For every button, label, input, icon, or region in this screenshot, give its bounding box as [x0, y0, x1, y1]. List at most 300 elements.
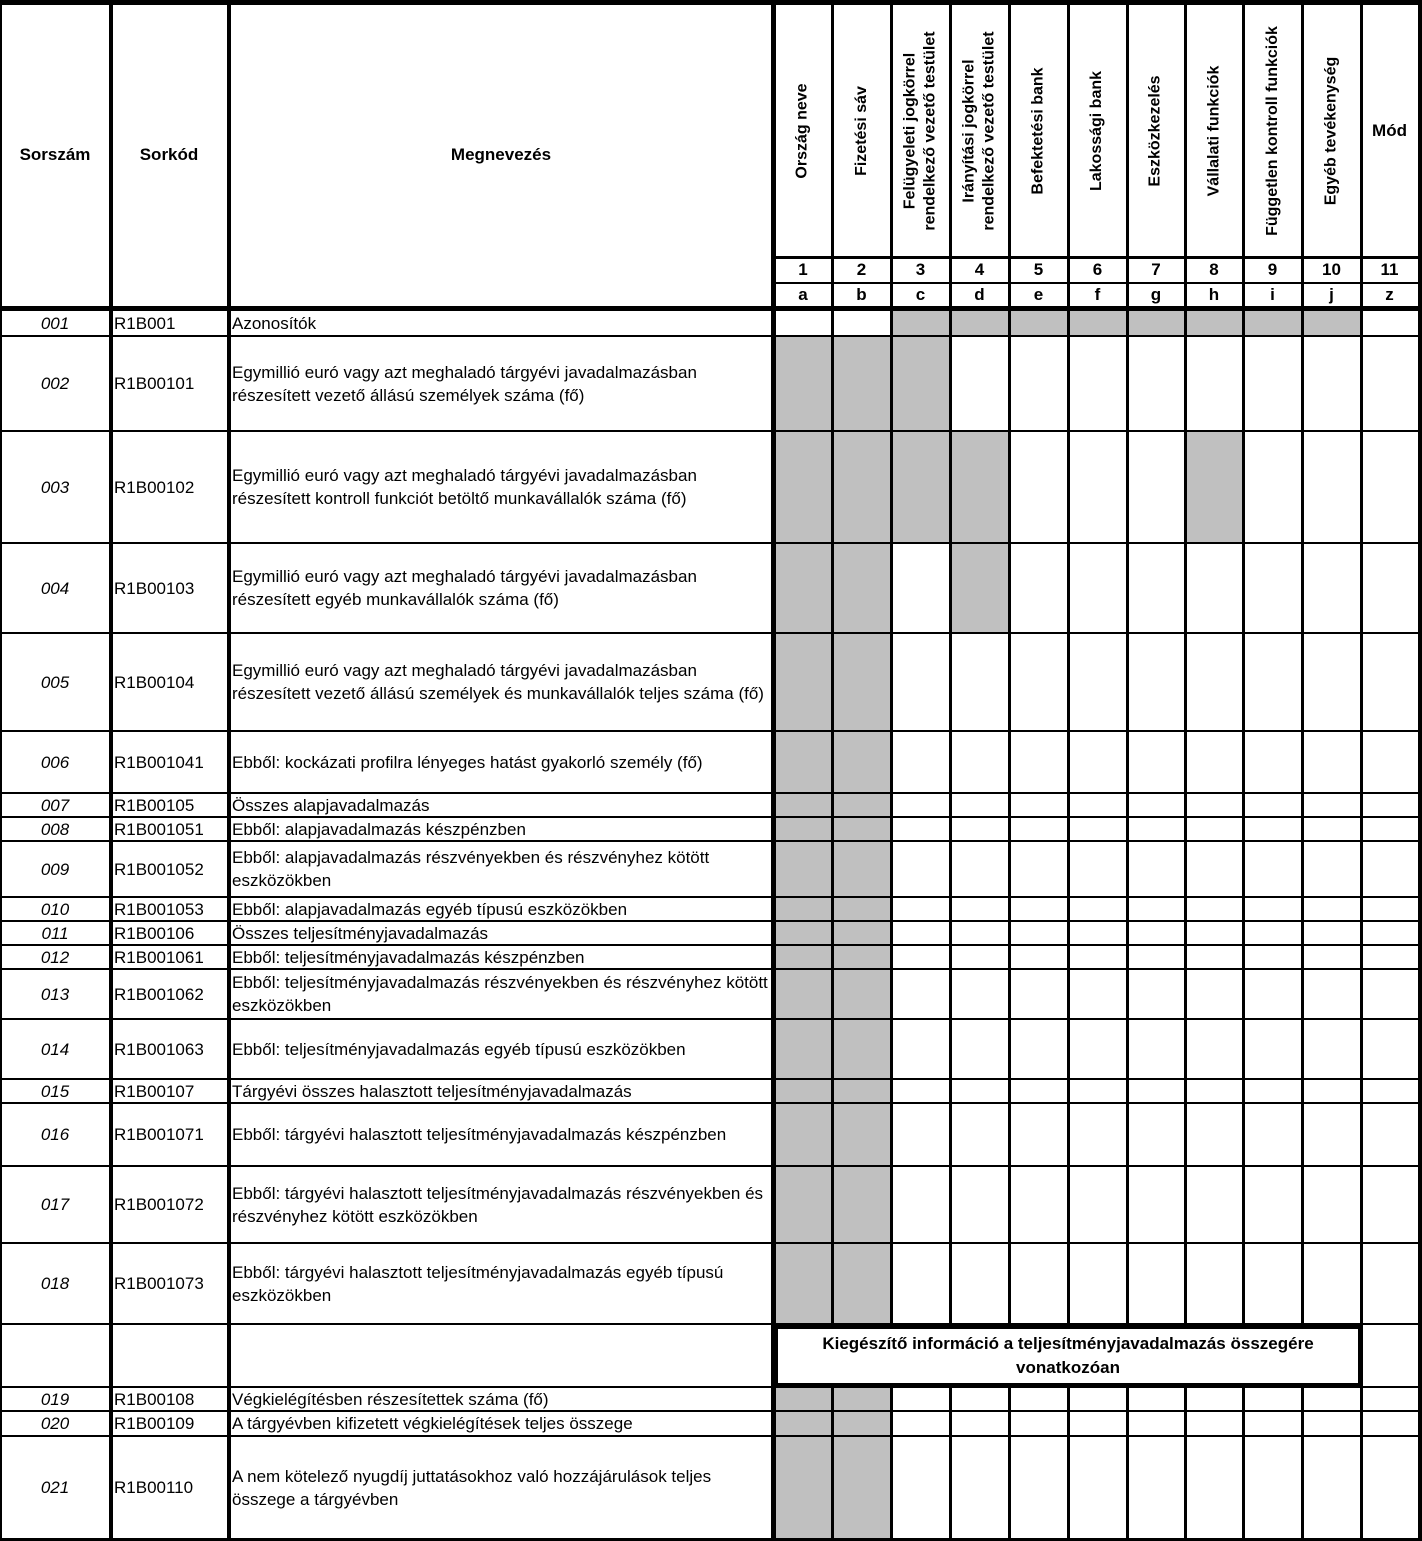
row-code: R1B00110: [114, 1478, 194, 1497]
shaded-cell: [832, 1243, 891, 1324]
input-cell[interactable]: [1127, 969, 1185, 1019]
header-col-5-label: [1009, 4, 1068, 257]
shaded-cell: [774, 897, 832, 921]
row-description: Összes alapjavadalmazás: [232, 795, 430, 815]
input-cell[interactable]: [1127, 731, 1185, 793]
input-cell[interactable]: [1068, 633, 1127, 731]
header-col-6-letter: f: [1094, 284, 1101, 304]
shaded-cell: [1009, 311, 1068, 336]
shaded-cell: [891, 336, 950, 431]
header-col-11-number: 11: [1380, 260, 1399, 279]
input-cell[interactable]: [1185, 969, 1243, 1019]
input-cell[interactable]: [891, 633, 950, 731]
input-cell[interactable]: [1009, 1243, 1068, 1324]
row-divider: [0, 840, 1422, 842]
row-code: R1B00101: [114, 374, 195, 393]
input-cell[interactable]: [891, 897, 950, 921]
col-divider: [1184, 0, 1187, 1541]
input-cell[interactable]: [1068, 1079, 1127, 1103]
input-cell[interactable]: [1127, 1019, 1185, 1079]
header-col-6-label: [1068, 4, 1127, 257]
col-divider: [1360, 0, 1363, 1541]
input-cell[interactable]: [1243, 543, 1302, 633]
row-code: R1B001072: [114, 1195, 204, 1214]
row-code: R1B001051: [114, 819, 204, 839]
input-cell[interactable]: [891, 543, 950, 633]
input-cell[interactable]: [1009, 921, 1068, 945]
input-cell[interactable]: [1302, 817, 1361, 841]
input-cell[interactable]: [891, 1166, 950, 1243]
input-cell[interactable]: [1243, 1079, 1302, 1103]
col-divider: [949, 0, 952, 1541]
right-border: [1418, 0, 1422, 1541]
shaded-cell: [1185, 431, 1243, 543]
shaded-cell: [774, 1411, 832, 1436]
shaded-cell: [774, 969, 832, 1019]
row-divider: [0, 1242, 1422, 1244]
input-cell[interactable]: [1361, 945, 1418, 969]
shaded-cell: [832, 1103, 891, 1166]
input-cell[interactable]: [1243, 1243, 1302, 1324]
row-code: R1B001062: [114, 984, 204, 1004]
row-description: Ebből: kockázati profilra lényeges hatást gyakorló személy (fő): [232, 752, 703, 772]
input-cell[interactable]: [1361, 1079, 1418, 1103]
table-top-border: [0, 0, 1422, 5]
input-cell[interactable]: [950, 945, 1009, 969]
input-cell[interactable]: [1361, 431, 1418, 543]
row-number: [0, 1324, 110, 1387]
input-cell[interactable]: [1361, 1166, 1418, 1243]
input-cell[interactable]: [1127, 1103, 1185, 1166]
input-cell[interactable]: [1068, 921, 1127, 945]
header-col-2-letter: b: [856, 284, 867, 304]
col-divider: [109, 0, 113, 1541]
shaded-cell: [774, 1079, 832, 1103]
input-cell[interactable]: [1302, 945, 1361, 969]
input-cell[interactable]: [950, 793, 1009, 817]
header-col-label-text: Felügyeleti jogkörrel rendelkező vezető testület: [901, 30, 939, 231]
input-cell[interactable]: [1127, 841, 1185, 897]
row-description: A tárgyévben kifizetett végkielégítések teljes összege: [232, 1414, 633, 1433]
input-cell[interactable]: [1068, 1387, 1127, 1411]
row-description: Végkielégítésben részesítettek száma (fő): [232, 1389, 549, 1409]
input-cell[interactable]: [1361, 1103, 1418, 1166]
header-number-line: [774, 256, 1422, 259]
input-cell[interactable]: [1302, 897, 1361, 921]
row-code: R1B001063: [114, 1039, 204, 1059]
input-cell[interactable]: [891, 731, 950, 793]
row-code: R1B00102: [114, 477, 195, 497]
input-cell[interactable]: [1302, 1103, 1361, 1166]
header-col-10-number: 10: [1322, 260, 1341, 279]
input-cell[interactable]: [950, 1103, 1009, 1166]
row-code: R1B00104: [114, 672, 195, 692]
input-cell[interactable]: [891, 969, 950, 1019]
input-cell[interactable]: [1361, 311, 1418, 336]
input-cell[interactable]: [1127, 1436, 1185, 1539]
input-cell[interactable]: [1185, 897, 1243, 921]
shaded-cell: [832, 897, 891, 921]
input-cell[interactable]: [1302, 1243, 1361, 1324]
row-description: Egymillió euró vagy azt meghaladó tárgyévi javadalmazásban részesített vezető állású személyek száma (fő): [232, 362, 697, 405]
input-cell[interactable]: [950, 969, 1009, 1019]
input-cell[interactable]: [1243, 945, 1302, 969]
row-code: R1B00107: [114, 1081, 195, 1101]
input-cell[interactable]: [1127, 633, 1185, 731]
header-col-10-label: [1302, 4, 1361, 257]
shaded-cell: [774, 817, 832, 841]
row-number: 018: [40, 1274, 70, 1293]
input-cell[interactable]: [950, 1079, 1009, 1103]
input-cell[interactable]: [1009, 1079, 1068, 1103]
input-cell[interactable]: [1068, 969, 1127, 1019]
input-cell[interactable]: [891, 1243, 950, 1324]
input-cell[interactable]: [1302, 969, 1361, 1019]
shaded-cell: [832, 1019, 891, 1079]
input-cell[interactable]: [1009, 336, 1068, 431]
input-cell[interactable]: [1361, 1387, 1418, 1411]
input-cell[interactable]: [950, 1411, 1009, 1436]
row-description: Ebből: tárgyévi halasztott teljesítményjavadalmazás készpénzben: [232, 1125, 727, 1144]
row-description: Ebből: alapjavadalmazás készpénzben: [232, 819, 526, 839]
input-cell[interactable]: [1068, 731, 1127, 793]
input-cell[interactable]: [1009, 1411, 1068, 1436]
input-cell[interactable]: [1185, 1387, 1243, 1411]
row-description: Ebből: tárgyévi halasztott teljesítményjavadalmazás egyéb típusú eszközökben: [232, 1262, 724, 1305]
row-description: Összes teljesítményjavadalmazás: [232, 923, 489, 943]
row-number: 013: [40, 984, 70, 1004]
row-description: Azonosítók: [232, 314, 317, 333]
shaded-cell: [832, 793, 891, 817]
input-cell[interactable]: [1302, 731, 1361, 793]
row-number: 007: [40, 795, 70, 815]
input-cell[interactable]: [1361, 969, 1418, 1019]
shaded-cell: [950, 431, 1009, 543]
input-cell[interactable]: [950, 817, 1009, 841]
input-cell[interactable]: [1068, 841, 1127, 897]
input-cell[interactable]: [891, 921, 950, 945]
input-cell[interactable]: [1302, 431, 1361, 543]
input-cell[interactable]: [1127, 431, 1185, 543]
input-cell[interactable]: [1068, 431, 1127, 543]
shaded-cell: [832, 921, 891, 945]
input-cell[interactable]: [1127, 1411, 1185, 1436]
input-cell[interactable]: [1185, 945, 1243, 969]
input-cell[interactable]: [1185, 731, 1243, 793]
input-cell[interactable]: [1068, 793, 1127, 817]
input-cell[interactable]: [891, 793, 950, 817]
input-cell[interactable]: [1243, 841, 1302, 897]
input-cell[interactable]: [1302, 1411, 1361, 1436]
input-cell[interactable]: [1243, 921, 1302, 945]
input-cell[interactable]: [1243, 1166, 1302, 1243]
input-cell[interactable]: [1302, 1436, 1361, 1539]
header-col-8-number: 8: [1209, 260, 1219, 279]
row-number: 008: [40, 819, 70, 839]
input-cell[interactable]: [1185, 1411, 1243, 1436]
row-description: Tárgyévi összes halasztott teljesítményjavadalmazás: [232, 1081, 632, 1101]
left-border: [0, 0, 2, 1541]
row-description: Egymillió euró vagy azt meghaladó tárgyévi javadalmazásban részesített vezető állású személyek és munkavállalók teljes száma (fő): [232, 661, 764, 703]
header-col-8-letter: h: [1208, 284, 1220, 304]
input-cell[interactable]: [1243, 793, 1302, 817]
shaded-cell: [774, 921, 832, 945]
input-cell[interactable]: [1302, 1387, 1361, 1411]
input-cell[interactable]: [891, 1387, 950, 1411]
input-cell[interactable]: [891, 1079, 950, 1103]
input-cell[interactable]: [1127, 1079, 1185, 1103]
input-cell[interactable]: [1361, 921, 1418, 945]
input-cell[interactable]: [1009, 1436, 1068, 1539]
shaded-cell: [774, 1243, 832, 1324]
input-cell[interactable]: [1243, 336, 1302, 431]
input-cell[interactable]: [1185, 1436, 1243, 1539]
input-cell[interactable]: [950, 633, 1009, 731]
input-cell[interactable]: [1185, 817, 1243, 841]
input-cell[interactable]: [1068, 336, 1127, 431]
input-cell[interactable]: [891, 945, 950, 969]
input-cell[interactable]: [1302, 841, 1361, 897]
row-number: 021: [40, 1478, 70, 1497]
row-divider: [0, 944, 1422, 946]
input-cell[interactable]: [1302, 1079, 1361, 1103]
input-cell[interactable]: [1185, 543, 1243, 633]
input-cell[interactable]: [1243, 1019, 1302, 1079]
shaded-cell: [774, 793, 832, 817]
input-cell[interactable]: [1127, 543, 1185, 633]
row-divider: [0, 335, 1422, 337]
row-number: 009: [40, 859, 70, 879]
input-cell[interactable]: [950, 1243, 1009, 1324]
input-cell[interactable]: [1185, 1079, 1243, 1103]
input-cell[interactable]: [950, 336, 1009, 431]
input-cell[interactable]: [1302, 921, 1361, 945]
input-cell[interactable]: [1068, 817, 1127, 841]
row-number: 003: [40, 477, 70, 497]
row-code: R1B00103: [114, 578, 195, 598]
input-cell[interactable]: [1243, 1436, 1302, 1539]
input-cell[interactable]: [1361, 1243, 1418, 1324]
input-cell[interactable]: [1185, 793, 1243, 817]
input-cell[interactable]: [1068, 945, 1127, 969]
input-cell[interactable]: [1009, 731, 1068, 793]
col-divider: [227, 0, 231, 1541]
input-cell[interactable]: [1243, 731, 1302, 793]
input-cell[interactable]: [891, 1103, 950, 1166]
row-divider: [0, 792, 1422, 794]
input-cell[interactable]: [1243, 1387, 1302, 1411]
input-cell[interactable]: [1009, 633, 1068, 731]
input-cell[interactable]: [1127, 793, 1185, 817]
input-cell[interactable]: [1127, 817, 1185, 841]
input-cell[interactable]: [1127, 1387, 1185, 1411]
row-divider: [0, 1410, 1422, 1412]
row-divider: [0, 1102, 1422, 1104]
input-cell[interactable]: [891, 1436, 950, 1539]
input-cell[interactable]: [1361, 543, 1418, 633]
row-divider: [0, 1435, 1422, 1437]
input-cell[interactable]: [1127, 897, 1185, 921]
input-cell[interactable]: [1361, 633, 1418, 731]
input-cell[interactable]: [1243, 1103, 1302, 1166]
row-code: R1B001053: [114, 899, 204, 919]
input-cell[interactable]: [1009, 969, 1068, 1019]
input-cell[interactable]: [1009, 945, 1068, 969]
input-cell[interactable]: [1243, 969, 1302, 1019]
shaded-cell: [1185, 311, 1243, 336]
input-cell[interactable]: [1127, 1166, 1185, 1243]
header-col-label-text: Eszközkezelés: [1147, 74, 1164, 187]
header-col-4-letter: d: [974, 284, 985, 304]
input-cell[interactable]: [1361, 731, 1418, 793]
input-cell[interactable]: [1361, 1436, 1418, 1539]
input-cell[interactable]: [950, 1387, 1009, 1411]
header-col-2-label: [832, 4, 891, 257]
input-cell[interactable]: [1068, 1019, 1127, 1079]
shaded-cell: [950, 543, 1009, 633]
input-cell[interactable]: [1185, 633, 1243, 731]
input-cell[interactable]: [1009, 793, 1068, 817]
input-cell[interactable]: [1009, 1103, 1068, 1166]
header-col-7-label: [1127, 4, 1185, 257]
input-cell[interactable]: [1127, 945, 1185, 969]
input-cell[interactable]: [1068, 1436, 1127, 1539]
row-number: 004: [40, 578, 70, 598]
input-cell[interactable]: [774, 311, 832, 336]
input-cell[interactable]: [1068, 1103, 1127, 1166]
input-cell[interactable]: [950, 1019, 1009, 1079]
col-divider: [1067, 0, 1070, 1541]
row-divider: [0, 920, 1422, 922]
row-code: R1B001041: [114, 752, 204, 772]
input-cell[interactable]: [950, 897, 1009, 921]
header-col-label-text: Egyéb tevékenység: [1322, 56, 1340, 205]
input-cell[interactable]: [1243, 1411, 1302, 1436]
input-cell[interactable]: [1185, 1166, 1243, 1243]
input-cell[interactable]: [1302, 543, 1361, 633]
shaded-cell: [832, 969, 891, 1019]
input-cell[interactable]: [891, 841, 950, 897]
input-cell[interactable]: [832, 311, 891, 336]
input-cell[interactable]: [1009, 431, 1068, 543]
row-description: A nem kötelező nyugdíj juttatásokhoz való hozzájárulások teljes összege a tárgyévben: [232, 1466, 712, 1509]
input-cell[interactable]: [1361, 336, 1418, 431]
row-code: R1B001073: [114, 1274, 204, 1293]
input-cell[interactable]: [1127, 336, 1185, 431]
input-cell[interactable]: [1009, 1387, 1068, 1411]
input-cell[interactable]: [1185, 1243, 1243, 1324]
input-cell[interactable]: [1361, 1019, 1418, 1079]
row-code: [110, 1324, 228, 1387]
input-cell[interactable]: [1009, 841, 1068, 897]
shaded-cell: [774, 1387, 832, 1411]
input-cell[interactable]: [1009, 897, 1068, 921]
input-cell[interactable]: [1361, 1411, 1418, 1436]
row-code: R1B001: [114, 314, 176, 333]
input-cell[interactable]: [1361, 841, 1418, 897]
header-col-4-number: 4: [974, 260, 985, 279]
input-cell[interactable]: [1302, 1019, 1361, 1079]
row-divider: [0, 730, 1422, 732]
row-number: 020: [40, 1414, 70, 1433]
shaded-cell: [774, 841, 832, 897]
input-cell[interactable]: [1068, 1243, 1127, 1324]
input-cell[interactable]: [1068, 1166, 1127, 1243]
input-cell[interactable]: [1185, 921, 1243, 945]
input-cell[interactable]: [891, 1411, 950, 1436]
col-divider: [831, 0, 834, 1541]
input-cell[interactable]: [1243, 817, 1302, 841]
input-cell[interactable]: [1185, 336, 1243, 431]
row-number: 014: [40, 1039, 70, 1059]
shaded-cell: [832, 841, 891, 897]
input-cell[interactable]: [1302, 633, 1361, 731]
row-description: Ebből: alapjavadalmazás egyéb típusú eszközökben: [232, 899, 628, 919]
input-cell[interactable]: [1009, 543, 1068, 633]
input-cell[interactable]: [1009, 1166, 1068, 1243]
shaded-cell: [774, 431, 832, 543]
input-cell[interactable]: [1068, 897, 1127, 921]
input-cell[interactable]: [1361, 897, 1418, 921]
input-cell[interactable]: [950, 1436, 1009, 1539]
input-cell[interactable]: [1361, 817, 1418, 841]
header-col-5-number: 5: [1033, 260, 1044, 279]
input-cell[interactable]: [891, 1019, 950, 1079]
row-description: Egymillió euró vagy azt meghaladó tárgyévi javadalmazásban részesített kontroll funkciót betöltő munkavállalók száma (fő): [232, 466, 697, 508]
header-col-label-text: Független kontroll funkciók: [1263, 25, 1281, 236]
input-cell[interactable]: [1127, 1243, 1185, 1324]
header-col-1-number: 1: [798, 260, 808, 279]
header-col-7-letter: g: [1150, 284, 1162, 304]
input-cell[interactable]: [1009, 817, 1068, 841]
row-code: R1B00105: [114, 795, 195, 815]
input-cell[interactable]: [1361, 793, 1418, 817]
col-divider: [1242, 0, 1245, 1541]
row-divider: [0, 1078, 1422, 1080]
header-col-3-label: [891, 4, 950, 257]
header-col-1-letter: a: [798, 284, 808, 304]
row-number: 015: [40, 1081, 70, 1101]
input-cell[interactable]: [1302, 793, 1361, 817]
row-divider: [0, 430, 1422, 432]
input-cell[interactable]: [950, 841, 1009, 897]
input-cell[interactable]: [950, 921, 1009, 945]
input-cell[interactable]: [1185, 841, 1243, 897]
shaded-cell: [774, 1103, 832, 1166]
row-number: 016: [40, 1125, 70, 1144]
shaded-cell: [1243, 311, 1302, 336]
input-cell[interactable]: [1185, 1019, 1243, 1079]
input-cell[interactable]: [1243, 633, 1302, 731]
input-cell[interactable]: [1127, 921, 1185, 945]
input-cell[interactable]: [1243, 897, 1302, 921]
input-cell[interactable]: [1185, 1103, 1243, 1166]
input-cell[interactable]: [1009, 1019, 1068, 1079]
input-cell[interactable]: [1243, 431, 1302, 543]
input-cell[interactable]: [1302, 336, 1361, 431]
input-cell[interactable]: [950, 731, 1009, 793]
input-cell[interactable]: [950, 1166, 1009, 1243]
shaded-cell: [891, 311, 950, 336]
shaded-cell: [832, 945, 891, 969]
input-cell[interactable]: [1302, 1166, 1361, 1243]
shaded-cell: [891, 431, 950, 543]
input-cell[interactable]: [1068, 1411, 1127, 1436]
input-cell[interactable]: [891, 817, 950, 841]
input-cell[interactable]: [1068, 543, 1127, 633]
row-number: 012: [40, 947, 70, 967]
header-col-9-number: 9: [1267, 260, 1278, 279]
